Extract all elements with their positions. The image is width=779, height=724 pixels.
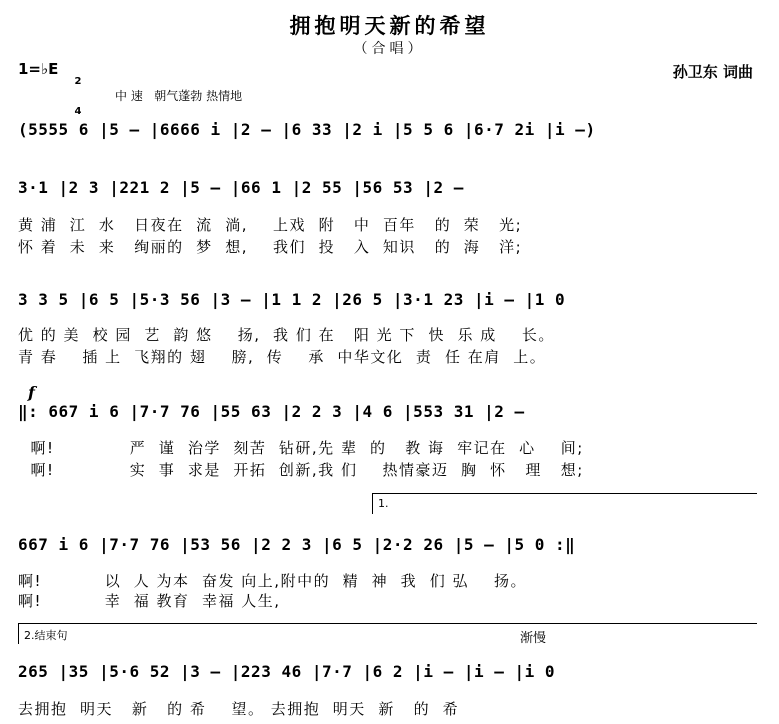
lyric-line-3b: 青 春 插 上 飞翔的 翅 膀, 传 承 中华文化 责 任 在肩 上。 [18,348,547,366]
song-subtitle: （合唱） [353,41,426,57]
key-signature: 1=♭E [18,60,59,78]
volta-1-bracket [372,493,757,514]
notation-line-1: (5555 6 |5 – |6666 i |2 – |6 33 |2 i |5 5 6 |6·7 2i |i –) [18,120,596,139]
dynamic-forte: f [28,383,35,402]
lyric-line-2a: 黄 浦 江 水 日夜在 流 淌, 上戏 附 中 百年 的 荣 光; [18,216,523,234]
volta-2-bracket [18,623,757,644]
lyric-line-5a: 啊! 以 人 为本 奋发 向上,附中的 精 神 我 们 弘 扬。 [18,572,528,590]
lyric-line-2b: 怀 着 未 来 绚丽的 梦 想, 我们 投 入 知识 的 海 洋; [18,238,523,256]
notation-line-4: ‖: 667 i 6 |7·7 76 |55 63 |2 2 3 |4 6 |553 31 |2 – [18,402,525,421]
lyric-line-5b: 啊! 幸 福 教育 幸福 人生, [18,592,281,610]
notation-line-3: 3 3 5 |6 5 |5·3 56 |3 – |1 1 2 |26 5 |3·1 23 |i – |1 0 [18,290,566,309]
lyric-line-4a: 啊! 严 谨 治学 刻苦 钻研,先 辈 的 教 诲 牢记在 心 间; [18,439,584,457]
notation-line-5: 667 i 6 |7·7 76 |53 56 |2 2 3 |6 5 |2·2 26 |5 – |5 0 :‖ [18,535,576,554]
tempo-marking: 中 速 朝气蓬勃 热情地 [115,89,243,103]
notation-line-6: 265 |35 |5·6 52 |3 – |223 46 |7·7 |6 2 |i – |i – |i 0 [18,662,556,681]
meter-bottom: 4 [74,106,82,117]
credit: 孙卫东 词曲 [672,63,753,81]
volta-2-label: 2.结束句 [24,629,68,642]
song-title: 拥抱明天新的希望 [289,14,490,38]
lyric-line-3a: 优 的 美 校 园 艺 韵 悠 扬, 我 们 在 阳 光 下 快 乐 成 长。 [18,326,555,344]
lyric-line-4b: 啊! 实 事 求是 开拓 创新,我 们 热情豪迈 胸 怀 理 想; [18,461,584,479]
ritardando-marking: 渐慢 [520,631,547,646]
lyric-line-6: 去拥抱 明天 新 的 希 望。 去拥抱 明天 新 的 希 [18,700,460,718]
notation-line-2: 3·1 |2 3 |221 2 |5 – |66 1 |2 55 |56 53 |2 – [18,178,464,197]
volta-1-label: 1. [378,497,389,510]
meter-top: 2 [74,76,82,87]
time-signature [73,57,83,127]
